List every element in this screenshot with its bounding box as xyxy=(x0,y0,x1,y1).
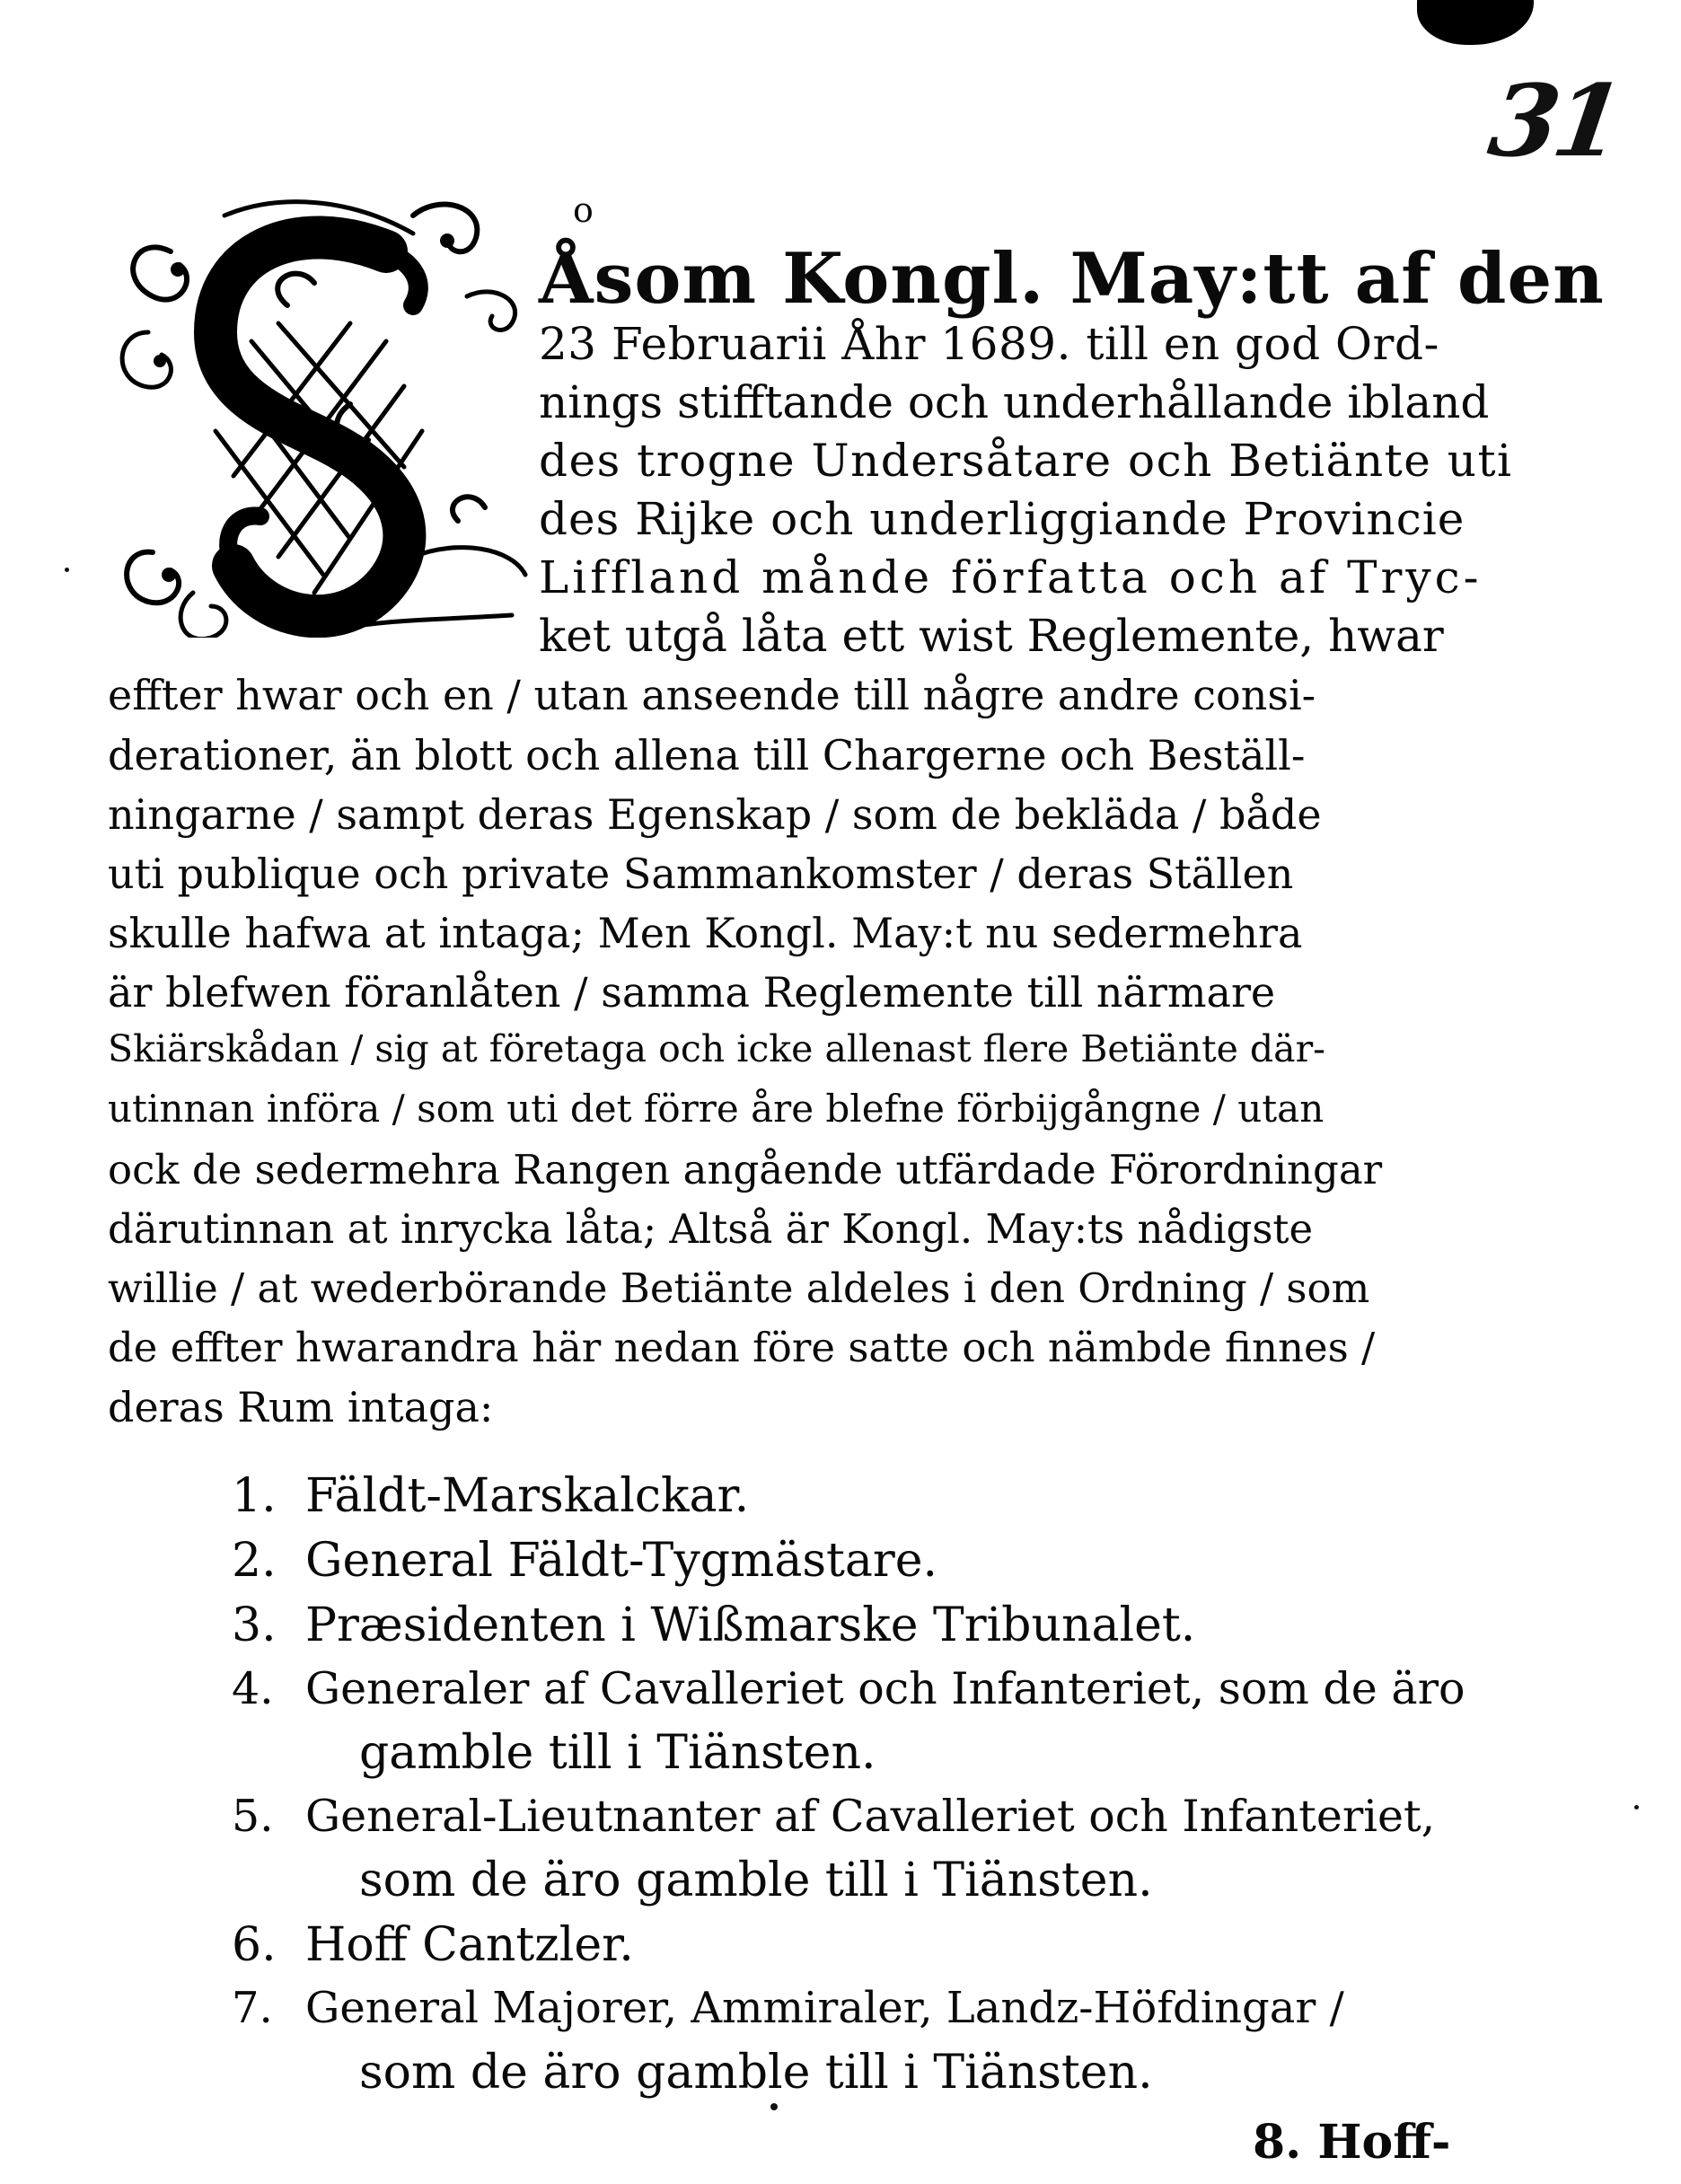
opening-heading: Åsom Kongl. May:tt af den xyxy=(539,238,1605,320)
rank-list-item xyxy=(232,1663,1465,1714)
body-line: uti publique och private Sammankomster / deras Ställen xyxy=(108,850,1294,898)
rank-title: General Majorer, Ammiraler, Landz-Höfdingar / xyxy=(305,1983,1344,2033)
body-line: utinnan införa / som uti det förre åre blefne förbijgångne / utan xyxy=(108,1087,1325,1131)
rank-continuation: som de äro gamble till i Tiänsten. xyxy=(359,2046,1153,2100)
rank-list-item xyxy=(232,1534,938,1588)
rank-list-item xyxy=(232,1791,1436,1842)
rank-title: Præsidenten i Wißmarske Tribunalet. xyxy=(305,1598,1196,1652)
rank-number: 2. xyxy=(232,1534,277,1588)
rank-title: Generaler af Cavalleriet och Infanteriet, som de äro xyxy=(305,1663,1465,1714)
rank-list-item xyxy=(232,1598,1196,1652)
body-line: effter hwar och en / utan anseende till någre andre consi- xyxy=(108,671,1316,719)
rank-number: 1. xyxy=(232,1469,277,1523)
rank-list-item xyxy=(232,1469,750,1523)
rank-title: Hoff Cantzler. xyxy=(305,1918,634,1972)
body-line: des Rijke och underliggiande Provincie xyxy=(539,493,1465,545)
body-line: skulle hafwa at intaga; Men Kongl. May:t nu sedermehra xyxy=(108,909,1303,957)
page-number: 31 xyxy=(1482,63,1626,179)
rank-number: 6. xyxy=(232,1918,277,1972)
body-line: ock de sedermehra Rangen angående utfärdade Förordningar xyxy=(108,1146,1383,1193)
rank-number: 4. xyxy=(232,1663,274,1714)
rank-list-item xyxy=(232,1918,634,1972)
rank-continuation: som de äro gamble till i Tiänsten. xyxy=(359,1854,1153,1907)
ring-mark: o xyxy=(573,190,594,230)
ink-speck xyxy=(65,568,69,572)
body-line: 23 Februarii Åhr 1689. till en god Ord- xyxy=(539,318,1439,370)
rank-title: General Fäldt-Tygmästare. xyxy=(305,1534,938,1588)
rank-title: General-Lieutnanter af Cavalleriet och Infanteriet, xyxy=(305,1791,1436,1842)
body-line: de effter hwarandra här nedan före satte och nämbde finnes / xyxy=(108,1324,1376,1371)
rank-number: 5. xyxy=(232,1791,274,1842)
body-line: är blefwen föranlåten / samma Reglemente till närmare xyxy=(108,968,1276,1017)
body-line: ket utgå låta ett wist Reglemente, hwar xyxy=(539,610,1444,662)
body-line: des trogne Undersåtare och Betiänte uti xyxy=(539,435,1513,487)
ink-speck xyxy=(770,2103,778,2110)
rank-list-item xyxy=(232,1983,1344,2033)
body-line: ningarne / sampt deras Egenskap / som de bekläda / både xyxy=(108,790,1322,839)
rank-continuation: gamble till i Tiänsten. xyxy=(359,1726,876,1780)
body-line: willie / at wederbörande Betiänte aldeles i den Ordning / som xyxy=(108,1264,1370,1312)
ink-blot xyxy=(1417,0,1534,45)
body-line: Liffland månde författa och af Tryc- xyxy=(539,551,1483,603)
body-line: Skiärskådan / sig at företaga och icke allenast flere Betiänte där- xyxy=(108,1027,1326,1070)
rank-number: 3. xyxy=(232,1598,277,1652)
ink-speck xyxy=(1634,1805,1639,1810)
body-line: deras Rum intaga: xyxy=(108,1383,494,1431)
catchword: 8. Hoff- xyxy=(1253,2115,1451,2170)
body-line: därutinnan at inrycka låta; Altså är Kongl. May:ts nådigste xyxy=(108,1205,1314,1253)
decorative-initial-letter xyxy=(117,198,539,638)
rank-title: Fäldt-Marskalckar. xyxy=(305,1469,750,1523)
rank-number: 7. xyxy=(232,1983,273,2033)
body-line: nings stifftande och underhållande ibland xyxy=(539,376,1490,428)
body-line: derationer, än blott och allena till Chargerne och Beställ- xyxy=(108,731,1306,779)
